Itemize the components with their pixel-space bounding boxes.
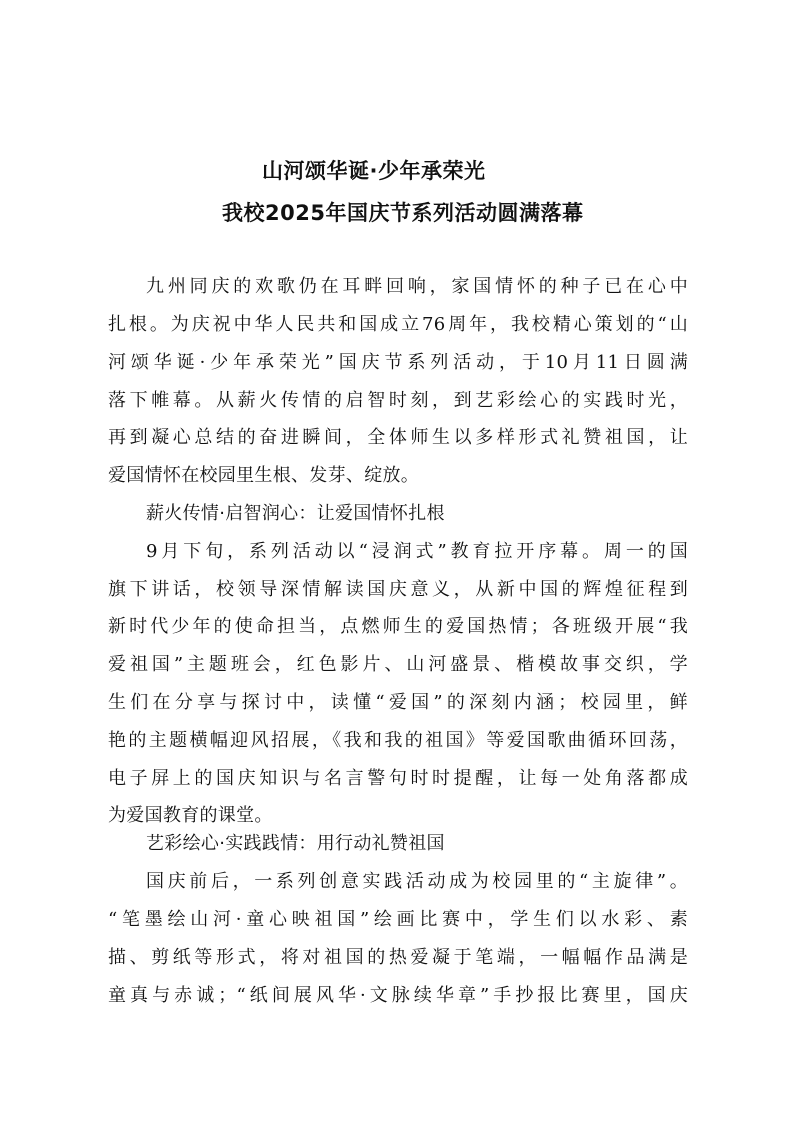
section1-line-7: 电子屏上的国庆知识与名言警句时时提醒，让每一处角落都成 xyxy=(108,768,688,789)
intro-line-1: 九州同庆的欢歌仍在耳畔回响，家国情怀的种子已在心中 xyxy=(146,276,688,297)
section2-line-4: 童真与赤诚；“纸间展风华·文脉续华章”手抄报比赛里，国庆 xyxy=(108,985,688,1006)
section1-heading: 薪火传情·启智润心：让爱国情怀扎根 xyxy=(146,503,445,524)
document-title: 山河颂华诞·少年承荣光 xyxy=(262,159,486,183)
section1-line-2: 旗下讲话，校领导深情解读国庆意义，从新中国的辉煌征程到 xyxy=(108,579,688,600)
section1-line-6: 艳的主题横幅迎风招展，《我和我的祖国》等爱国歌曲循环回荡， xyxy=(108,730,688,751)
section1-line-5: 生们在分享与探讨中，读懂“爱国”的深刻内涵；校园里，鲜 xyxy=(108,692,688,713)
intro-line-3: 河颂华诞·少年承荣光”国庆节系列活动，于10月11日圆满 xyxy=(108,352,688,373)
section1-line-3: 新时代少年的使命担当，点燃师生的爱国热情；各班级开展“我 xyxy=(108,616,688,637)
section1-line-8: 为爱国教育的课堂。 xyxy=(108,805,273,826)
section2-heading: 艺彩绘心·实践践情：用行动礼赞祖国 xyxy=(146,833,445,854)
intro-line-6: 爱国情怀在校园里生根、发芽、绽放。 xyxy=(108,465,420,486)
section2-line-3: 描、剪纸等形式，将对祖国的热爱凝于笔端，一幅幅作品满是 xyxy=(108,947,688,968)
section1-line-1: 9月下旬，系列活动以“浸润式”教育拉开序幕。周一的国 xyxy=(146,541,688,562)
intro-line-5: 再到凝心总结的奋进瞬间，全体师生以多样形式礼赞祖国，让 xyxy=(108,427,688,448)
section1-line-4: 爱祖国”主题班会，红色影片、山河盛景、楷模故事交织，学 xyxy=(108,654,688,675)
document-subtitle: 我校2025年国庆节系列活动圆满落幕 xyxy=(222,201,584,225)
section2-line-2: “笔墨绘山河·童心映祖国”绘画比赛中，学生们以水彩、素 xyxy=(108,909,688,930)
intro-line-4: 落下帷幕。从薪火传情的启智时刻，到艺彩绘心的实践时光， xyxy=(108,390,688,411)
section2-line-1: 国庆前后，一系列创意实践活动成为校园里的“主旋律”。 xyxy=(146,871,688,892)
intro-line-2: 扎根。为庆祝中华人民共和国成立76周年，我校精心策划的“山 xyxy=(108,314,688,335)
